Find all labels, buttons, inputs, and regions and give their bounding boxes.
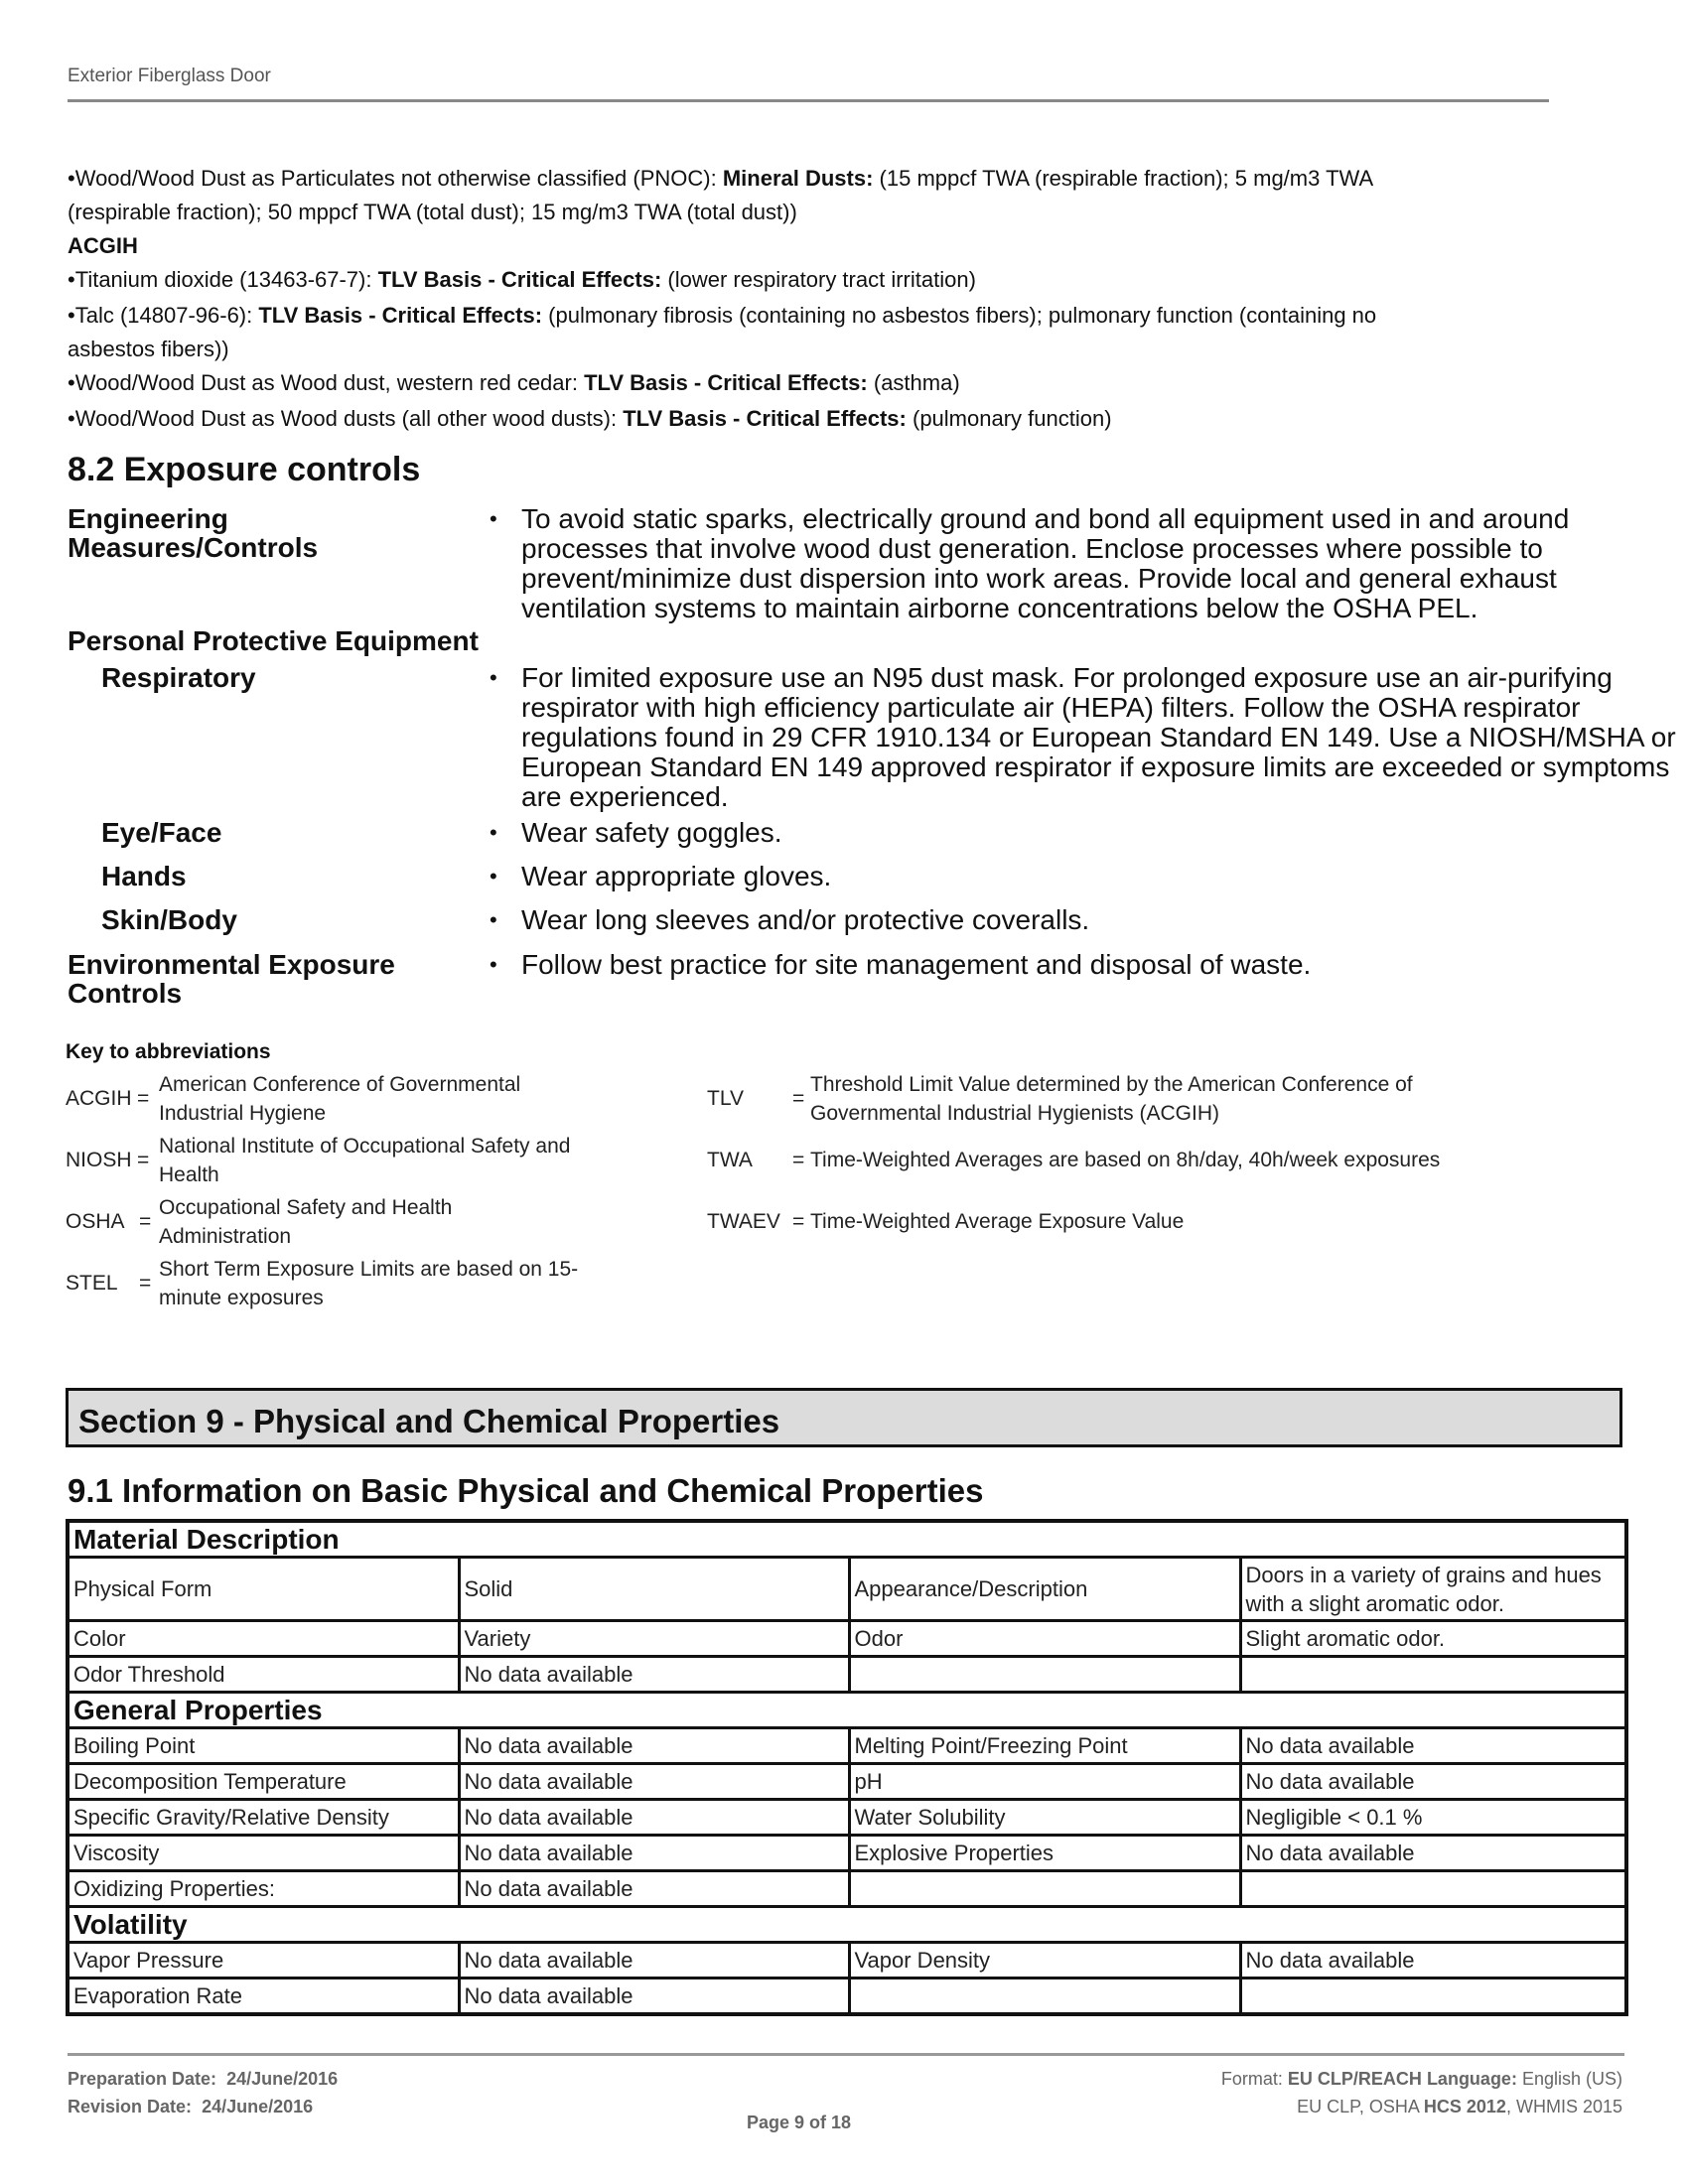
limit-other-wood: •Wood/Wood Dust as Wood dusts (all other wood dusts): TLV Basis - Critical Effects: (pulmonary function) [68,406,1112,431]
abbr-twaev: TWAEV = Time-Weighted Average Exposure Value [707,1210,1185,1233]
document-title: Exterior Fiberglass Door [68,66,271,86]
bullet: • [490,952,497,977]
table-row: Boiling Point No data available Melting Point/Freezing Point No data available [68,1728,1626,1764]
abbr-osha: OSHA = Occupational Safety and Health Administration [66,1196,453,1248]
ppe-heading: Personal Protective Equipment [68,625,479,656]
footer-divider [68,2053,1624,2056]
abbreviations-title: Key to abbreviations [66,1040,271,1063]
group-header-row [68,1693,1626,1728]
table-row: Oxidizing Properties: No data available [68,1871,1626,1907]
properties-table [66,1519,1628,2016]
regulations: EU CLP, OSHA HCS 2012, WHMIS 2015 [1297,2097,1622,2116]
eye-face-text: Wear safety goggles. [521,817,782,848]
preparation-date: Preparation Date: 24/June/2016 [68,2069,339,2089]
acgih-heading: ACGIH [68,233,138,258]
skin-body-label: Skin/Body [101,904,237,935]
bullet: • [490,907,497,932]
abbr-niosh: NIOSH = National Institute of Occupational Safety and Health [66,1135,571,1186]
abbr-stel: STEL = Short Term Exposure Limits are based on 15- minute exposures [66,1258,579,1309]
skin-body-text: Wear long sleeves and/or protective coveralls. [521,904,1090,935]
group-header-row [68,1907,1626,1943]
format-language: Format: EU CLP/REACH Language: English (US) [1220,2069,1622,2089]
abbr-acgih: ACGIH = American Conference of Governmental Industrial Hygiene [66,1073,521,1125]
hands-label: Hands [101,861,187,891]
abbr-twa: TWA = Time-Weighted Averages are based on 8h/day, 40h/week exposures [707,1149,1441,1171]
table-row: Viscosity No data available Explosive Properties No data available [68,1836,1626,1871]
table-row: Specific Gravity/Relative Density No data available Water Solubility Negligible < 0.1 % [68,1800,1626,1836]
section-9-banner [66,1388,1622,1447]
respiratory-text: For limited exposure use an N95 dust mask. For prolonged exposure use an air-purifying respirator with high efficiency particulate air (HEPA) filters. Follow the OSHA respirator regulations found in 29 CFR 1910.134 or European Standard EN 149. Use a NIOSH/MSHA or European Standard EN 149 approved respirator if exposure limits are exceeded or symptoms are experienced. [521,662,1676,812]
environmental-label: Environmental Exposure Controls [68,949,395,1009]
bullet: • [490,665,497,690]
respiratory-label: Respiratory [101,662,256,693]
volatility-heading: Volatility [68,1907,1626,1943]
exposure-limits [68,162,1557,436]
section-9-1-heading: 9.1 Information on Basic Physical and Chemical Properties [68,1472,984,1509]
table-row: Vapor Pressure No data available Vapor Density No data available [68,1943,1626,1979]
header-divider [68,99,1549,102]
material-description-heading: Material Description [68,1521,1626,1558]
exposure-controls-heading: 8.2 Exposure controls [68,451,421,488]
limit-talc: •Talc (14807-96-6): TLV Basis - Critical Effects: (pulmonary fibrosis (containing no asbestos fibers); pulmonary function (containing no asbestos fibers)) [68,303,1377,361]
abbr-tlv: TLV = Threshold Limit Value determined by the American Conference of Governmental Industrial Hygienists (ACGIH) [707,1073,1413,1125]
table-row: Color Variety Odor Slight aromatic odor. [68,1621,1626,1657]
revision-date: Revision Date: 24/June/2016 [68,2097,314,2116]
limit-red-cedar: •Wood/Wood Dust as Wood dust, western red cedar: TLV Basis - Critical Effects: (asthma) [68,370,960,395]
section-9-title: Section 9 - Physical and Chemical Properties [78,1403,780,1439]
environmental-text: Follow best practice for site management and disposal of waste. [521,949,1312,980]
table-row: Evaporation Rate No data available [68,1979,1626,2015]
table-row: Odor Threshold No data available [68,1657,1626,1693]
limit-titanium: •Titanium dioxide (13463-67-7): TLV Basis - Critical Effects: (lower respiratory tract irritation) [68,267,976,292]
table-row: Decomposition Temperature No data available pH No data available [68,1764,1626,1800]
engineering-text: To avoid static sparks, electrically ground and bond all equipment used in and around processes that involve wood dust generation. Enclose processes where possible to prevent/minimize dust dispersion into work areas. Provide local and general exhaust ventilation systems to maintain airborne concentrations below the OSHA PEL. [521,503,1570,623]
page-number: Page 9 of 18 [747,2113,852,2132]
table-row: Physical Form Solid Appearance/Description Doors in a variety of grains and hues with a slight aromatic odor. [68,1558,1626,1621]
hands-text: Wear appropriate gloves. [521,861,832,891]
general-properties-heading: General Properties [68,1693,1626,1728]
bullet: • [490,820,497,845]
bullet: • [490,864,497,888]
bullet: • [490,506,497,531]
eye-face-label: Eye/Face [101,817,222,848]
engineering-label: Engineering Measures/Controls [68,503,319,563]
group-header-row [68,1521,1626,1558]
limit-pnoc: •Wood/Wood Dust as Particulates not otherwise classified (PNOC): Mineral Dusts: (15 mppcf TWA (respirable fraction); 5 mg/m3 TWA (respirable fraction); 50 mppcf TWA (total dust); 15 mg/m3 TWA (total dust)) [68,166,1374,224]
